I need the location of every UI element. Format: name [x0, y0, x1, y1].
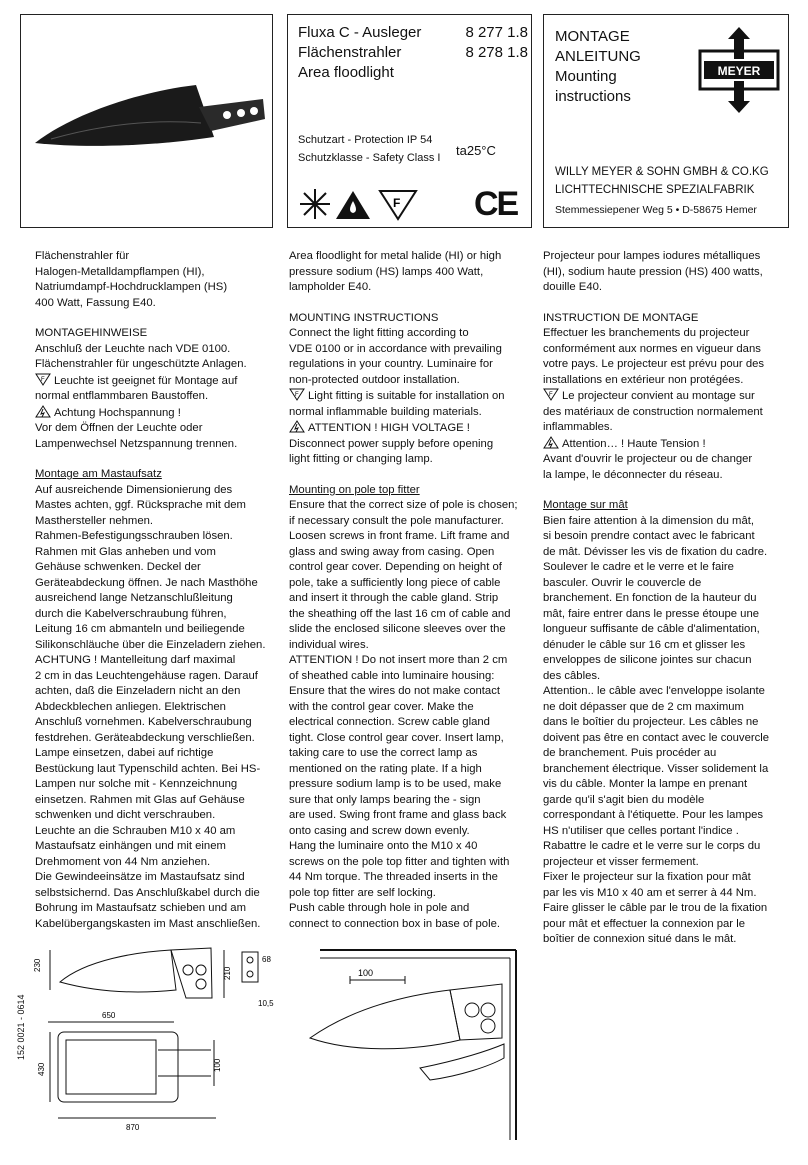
product-row: Flächenstrahler 8 278 1.8	[298, 44, 528, 61]
dimension-drawing	[33, 940, 287, 1150]
f-mark-icon	[380, 191, 416, 219]
f-mark-icon	[289, 388, 305, 401]
svg-text:230: 230	[33, 958, 42, 972]
f-mark-icon	[35, 373, 51, 386]
svg-text:650: 650	[102, 1011, 116, 1020]
high-voltage-icon	[543, 436, 559, 449]
montage-box	[543, 14, 789, 228]
svg-text:F: F	[295, 392, 299, 398]
floodlight-photo	[21, 15, 272, 227]
product-row: Area floodlight	[298, 64, 394, 81]
hatch-icon	[300, 189, 330, 219]
certification-icons	[300, 187, 420, 223]
product-photo-box	[20, 14, 273, 228]
svg-text:100: 100	[213, 1058, 222, 1072]
french-column: Projecteur pour lampes iodures métalliques (HI), sodium haute pression (HS) 400 watts, douille E40. INSTRUCTION DE MONTAGE Effectuer les branchements du projecteur conformément aux normes en vigueur dans votre pays. Le projecteur est prévu pour des installations en extérieur non protégées. F Le projecteur convient au montage sur des matériaux de construction normalement inflammables. Attention… ! Haute Tension ! Avant d'ouvrir le projecteur ou de changer la lampe, le déconnecter du réseau. Montage sur mât Bien faire attention à la dimension du mât, si besoin prendre contact avec le fabricant de mât. Dévisser les vis de fixation du cadre. Soulever le cadre et le verre et le faire basculer. Ouvrir le couvercle de branchement. En fonction de la hauteur du mât, faire entrer dans le presse étoupe une longueur suffisante de câble d'alimentation, dénuder le câble sur 16 cm et glisser les enveloppes de silicone jointes sur chacun des câbles. Attention.. le câble avec l'enveloppe isolante ne doit dépasser que de 2 cm maximum dans le boîtier du projecteur. Les câbles ne doivent pas être en contact avec le couvercle de branchement. Puis procéder au branchement électrique. Visser solidement la vis du câble. Monter la lampe en prenant garde qu'il s'agit bien du modèle correspondant à l'étiquette. Pour les lampes HS n'utiliser que celles portant l'indice . Rabattre le cadre et le verre sur le corps du projecteur et visser fermement. Fixer le projecteur sur la fixation pour mât par les vis M10 x 40 am et serrer à 44 Nm. Faire glisser le câble par le trou de la fixation pour mât et effectuer la connexion par le boîtier de connexion situé dans le mât.	[543, 249, 793, 948]
part-number: 152 0021 - 0614	[16, 994, 26, 1060]
svg-text:MEYER: MEYER	[717, 64, 761, 78]
german-column: Flächenstrahler für Halogen-Metalldampflampen (HI), Natriumdampf-Hochdrucklampen (HS) 400 Watt, Fassung E40. MONTAGEHINWEISE Anschluß der Leuchte nach VDE 0100. Flächenstrahler für ungeschützte Anlagen. F Leuchte ist geeignet für Montage auf normal entflammbaren Baustoffen. Achtung Hochspannung ! Vor dem Öffnen der Leuchte oder Lampenwechsel Netzspannung trennen. Montage am Mastaufsatz Auf ausreichende Dimensionierung des Mastes achten, ggf. Rücksprache mit dem Masthersteller nehmen. Rahmen-Befestigungsschrauben lösen. Rahmen mit Glas anheben und vom Gehäuse schwenken. Deckel der Geräteabdeckung öffnen. Je nach Masthöhe ausreichend lange Netzanschlußleitung durch die Kabelverschraubung führen, Leitung 16 cm abmanteln und beiliegende Silikonschläuche über die Einzeladern ziehen. ACHTUNG ! Mantelleitung darf maximal 2 cm in das Leuchtengehäuse ragen. Darauf achten, daß die Einzeladern nicht an den Abdeckblechen anliegen. Elektrischen Anschluß vornehmen. Kabelverschraubung festdrehen. Geräteabdeckung verschließen. Lampe einsetzen, dabei auf richtige Bestückung laut Typenschild achten. Bei HS- Lampen nur solche mit - Kennzeichnung einsetzen. Rahmen mit Glas auf Gehäuse schwenken und dicht verschrauben. Leuchte an die Schrauben M10 x 40 am Mastaufsatz einhängen und mit einem Drehmoment von 44 Nm anziehen. Die Gewindeeinsätze im Mastaufsatz sind selbstsichernd. Das Anschlußkabel durch die Bohrung im Mastaufsatz schieben und am Kabelübergangskasten im Mast anschließen.	[35, 249, 280, 932]
product-row: Fluxa C - Ausleger 8 277 1.8	[298, 24, 528, 41]
drop-warning-icon	[336, 191, 370, 219]
safety-class-text: Schutzklasse - Safety Class I	[298, 152, 441, 164]
montage-title: MONTAGE ANLEITUNG Mounting instructions	[555, 28, 641, 105]
svg-text:10,5: 10,5	[258, 999, 274, 1008]
svg-text:F: F	[393, 196, 401, 210]
protection-text: Schutzart - Protection IP 54	[298, 134, 433, 146]
product-info-box	[287, 14, 532, 228]
high-voltage-icon	[35, 405, 51, 418]
english-column: Area floodlight for metal halide (HI) or high pressure sodium (HS) lamps 400 Watt, lampholder E40. MOUNTING INSTRUCTIONS Connect the light fitting according to VDE 0100 or in accordance with prevailing regulations in your country. Luminaire for non-protected outdoor installation. F Light fitting is suitable for installation on normal inflammable building materials. ATTENTION ! HIGH VOLTAGE ! Disconnect power supply before opening light fitting or changing lamp. Mounting on pole top fitter Ensure that the correct size of pole is chosen; if necessary consult the pole manufacturer. Loosen screws in front frame. Lift frame and glass and swing away from casing. Open control gear cover. Depending on height of pole, take a sufficiently long piece of cable and insert it through the cable gland. Strip the sheathing off the last 16 cm of cable and slide the enclosed silicone sleeves over the individual wires. ATTENTION ! Do not insert more than 2 cm of sheathed cable into luminaire housing: Ensure that the wires do not make contact with the control gear cover. Make the electrical connection. Screw cable gland tight. Close control gear cover. Insert lamp, taking care to use the correct lamp as mentioned on the rating plate. If a high pressure sodium lamp is to be used, make sure that only lamps bearing the - sign are used. Swing front frame and glass back onto casing and screw down evenly. Hang the luminaire onto the M10 x 40 screws on the pole top fitter and tighten with 44 Nm torque. The threaded inserts in the pole top fitter are self locking. Push cable through hole in pole and connect to connection box in base of pole.	[289, 249, 537, 932]
german-subheading: Montage am Mastaufsatz	[35, 468, 162, 480]
meyer-logo	[696, 25, 782, 115]
ce-mark: CE	[474, 185, 518, 223]
french-subheading: Montage sur mât	[543, 499, 628, 511]
svg-text:870: 870	[126, 1123, 140, 1132]
english-subheading: Mounting on pole top fitter	[289, 483, 420, 496]
wall-mount-drawing	[290, 940, 790, 1150]
svg-text:430: 430	[37, 1062, 46, 1076]
svg-text:F: F	[41, 376, 45, 383]
temperature-text: ta25°C	[456, 143, 496, 158]
company-name: WILLY MEYER & SOHN GMBH & CO.KG LICHTTECHNISCHE SPEZIALFABRIK	[555, 166, 769, 196]
svg-text:F: F	[549, 392, 553, 398]
svg-text:68: 68	[262, 955, 271, 964]
high-voltage-icon	[289, 420, 305, 433]
svg-text:210: 210	[223, 966, 232, 980]
company-address: Stemmessiepener Weg 5 • D-58675 Hemer	[555, 204, 757, 216]
f-mark-icon	[543, 388, 559, 401]
svg-text:100: 100	[358, 968, 374, 978]
